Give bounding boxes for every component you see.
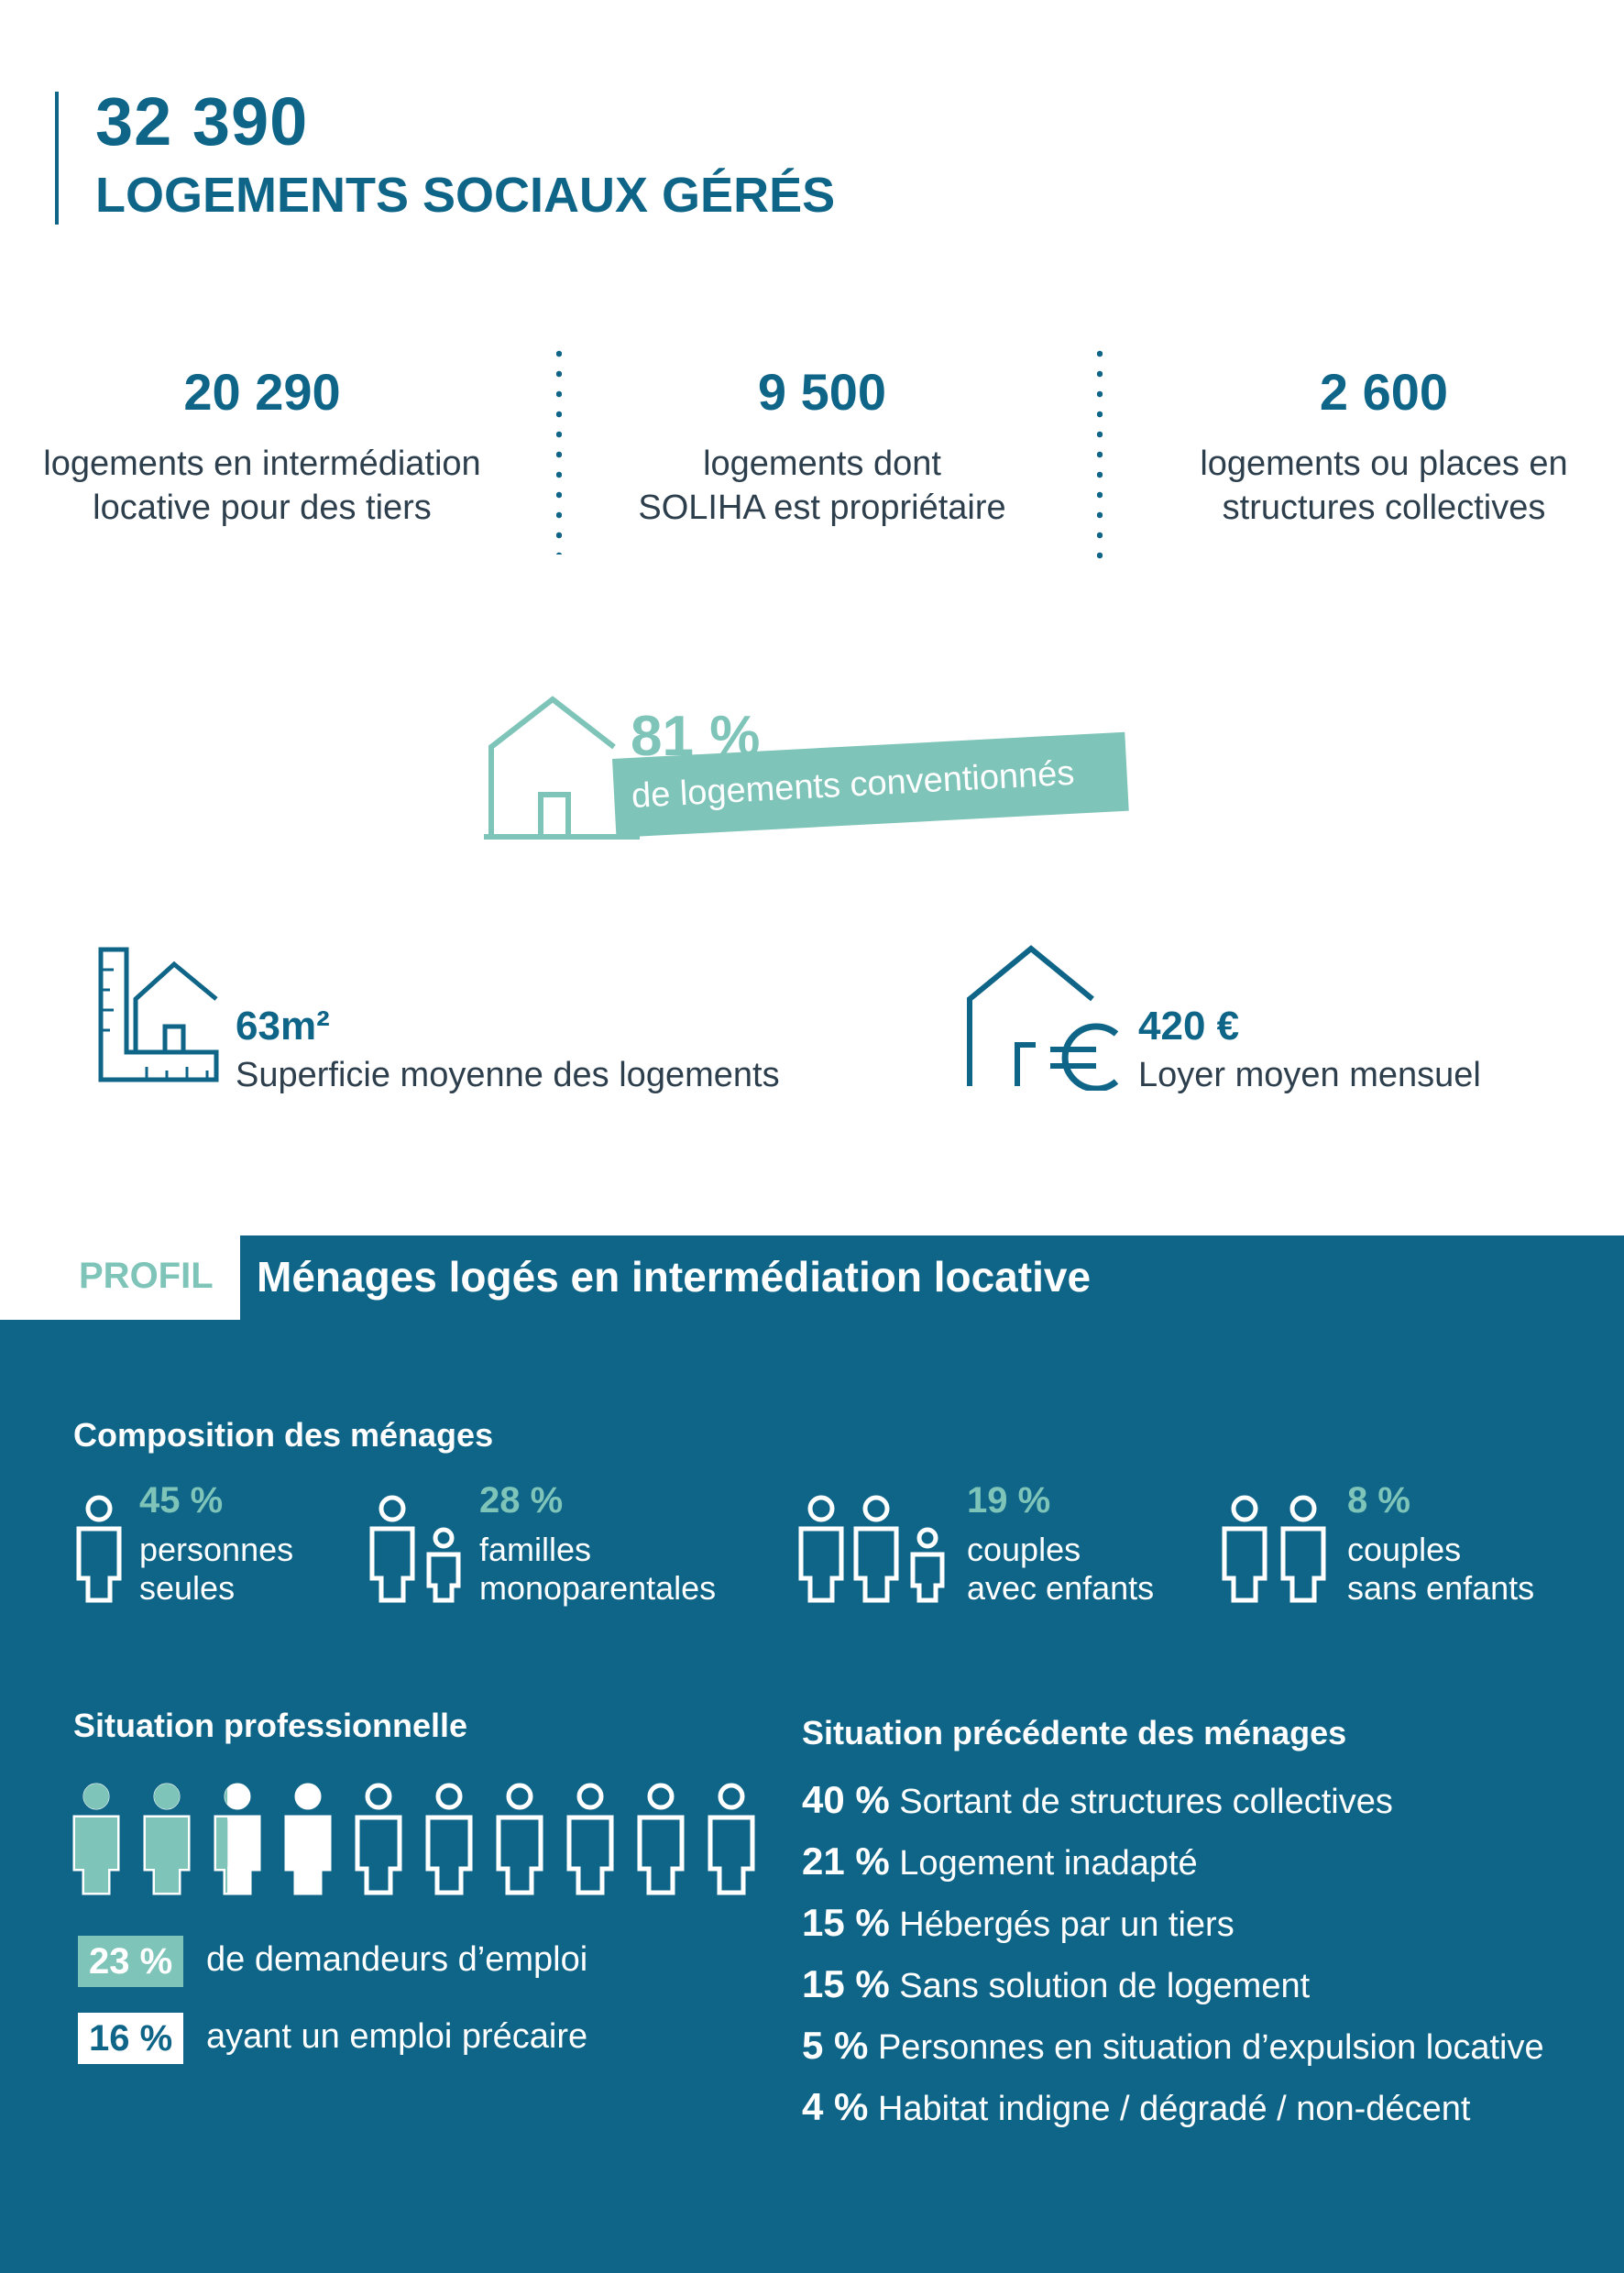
person-figure	[357, 1785, 400, 1893]
total-housing-number: 32 390	[95, 83, 309, 159]
person-figure	[428, 1785, 470, 1893]
precaire-percent: 16 %	[78, 2013, 183, 2064]
stat-value: 20 290	[183, 363, 341, 421]
ruler-house-icon	[95, 944, 224, 1091]
list-item: 15 % Hébergés par un tiers	[802, 1901, 1234, 1944]
professionnelle-heading: Situation professionnelle	[73, 1707, 468, 1744]
stat-value: 9 500	[757, 363, 887, 421]
person-figure	[71, 1783, 121, 1897]
composition-label: couples sans enfants	[1347, 1531, 1535, 1607]
demandeurs-label: de demandeurs d’emploi	[206, 1940, 588, 1979]
person-figure	[142, 1783, 192, 1897]
stat-label: logements dont SOLIHA est propriétaire	[638, 445, 1006, 527]
person-figure	[213, 1783, 262, 1897]
stat-label: logements en intermédiation locative pour des tiers	[43, 445, 481, 527]
list-item: 40 % Sortant de structures collectives	[802, 1778, 1393, 1821]
person-figure	[640, 1785, 682, 1893]
stat-label: logements ou places en structures collectives	[1200, 445, 1568, 527]
house-euro-icon	[962, 944, 1127, 1091]
demandeurs-percent: 23 %	[78, 1936, 183, 1987]
page-title: LOGEMENTS SOCIAUX GÉRÉS	[95, 168, 836, 223]
person-figure	[283, 1783, 329, 1897]
person-figure	[569, 1785, 611, 1893]
list-item: 5 % Personnes en situation d’expulsion locative	[802, 2024, 1544, 2067]
couple-child-icon	[796, 1494, 951, 1604]
dotted-divider	[1097, 344, 1103, 568]
list-item: 21 % Logement inadapté	[802, 1839, 1198, 1883]
precaire-label: ayant un emploi précaire	[206, 2017, 588, 2056]
composition-percent: 28 %	[479, 1480, 564, 1521]
composition-label: personnes seules	[139, 1531, 294, 1607]
superficie-value: 63m²	[236, 1004, 330, 1049]
header-accent-rule	[55, 92, 59, 225]
profil-tag: PROFIL	[79, 1256, 214, 1296]
composition-label: couples avec enfants	[967, 1531, 1155, 1607]
stat-intermediation	[5, 362, 519, 530]
superficie-label: Superficie moyenne des logements	[236, 1056, 780, 1094]
conventionnes-percent: 81 %	[631, 705, 761, 768]
list-item: 4 % Habitat indigne / dégradé / non-décent	[802, 2085, 1471, 2128]
parent-child-icon	[367, 1494, 467, 1604]
composition-percent: 45 %	[139, 1480, 224, 1521]
loyer-label: Loyer moyen mensuel	[1138, 1056, 1481, 1094]
single-person-icon	[71, 1494, 126, 1604]
profil-title: Ménages logés en intermédiation locative	[257, 1253, 1092, 1301]
list-item: 15 % Sans solution de logement	[802, 1962, 1311, 2005]
loyer-value: 420 €	[1138, 1004, 1240, 1049]
conventionnes-label: de logements conventionnés	[631, 753, 1076, 816]
person-figure	[710, 1785, 752, 1893]
stat-proprietaire	[565, 362, 1079, 530]
stat-value: 2 600	[1319, 363, 1449, 421]
composition-percent: 19 %	[967, 1480, 1051, 1521]
couple-icon	[1219, 1494, 1333, 1604]
person-figure	[499, 1785, 541, 1893]
composition-label: familles monoparentales	[479, 1531, 717, 1607]
precedente-list	[802, 1778, 1544, 2147]
composition-percent: 8 %	[1347, 1480, 1410, 1521]
employment-people-pictogram	[71, 1783, 768, 1897]
stat-structures-collectives	[1127, 362, 1624, 530]
composition-heading: Composition des ménages	[73, 1416, 494, 1454]
precedente-heading: Situation précédente des ménages	[802, 1714, 1347, 1751]
dotted-divider	[556, 344, 562, 555]
